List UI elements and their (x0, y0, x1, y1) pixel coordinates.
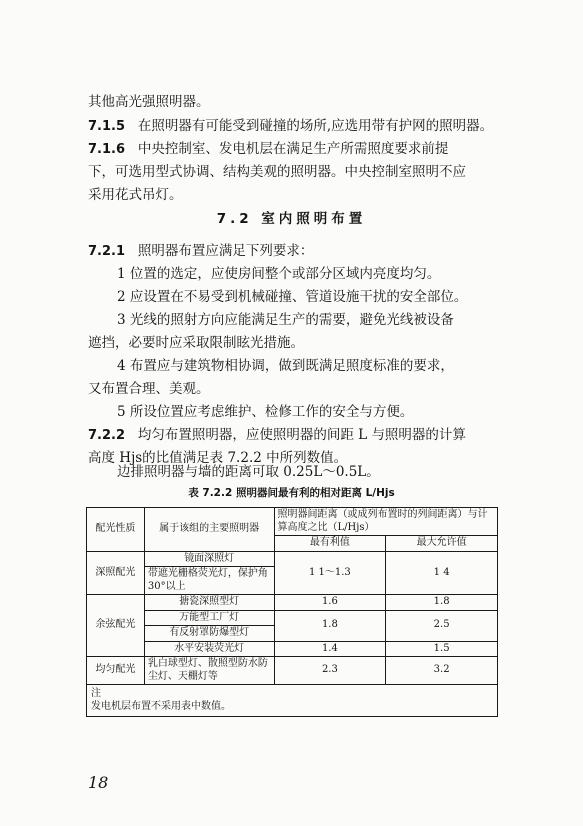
table-note (87, 685, 498, 717)
table-cell: 3.2 (386, 657, 498, 685)
table-cell: 1.8 (386, 595, 498, 611)
list-item: 5 所设位置应考虑维护、检修工作的安全与方便。 (117, 404, 414, 420)
table-cell: 1.8 (274, 610, 386, 641)
note-title: 注 (91, 688, 101, 699)
header-cell: 最有利值 (274, 536, 386, 552)
clause-7-1-5 (88, 116, 493, 137)
clause-text: 在照明器有可能受到碰撞的场所,应选用带有护网的照明器。 (137, 118, 494, 134)
table-cell: 2.5 (386, 610, 498, 641)
clause-text: 中央控制室、发电机层在满足生产所需照度要求前提 (137, 141, 449, 157)
list-item: 1 位置的选定，应使房间整个或部分区域内亮度均匀。 (117, 266, 441, 282)
text-line: 下，可选用型式协调、结构美观的照明器。中央控制室照明不应 (88, 164, 466, 180)
clause-number: 7.1.5 (88, 119, 126, 134)
clause-number: 7.2.2 (88, 428, 126, 443)
group-name: 均匀配光 (87, 657, 145, 685)
table-cell: 水平安装荧光灯 (144, 641, 274, 657)
table-cell: 有反射罩防爆型灯 (144, 626, 274, 642)
table-caption: 表 7.2.2 照明器间最有利的相对距离 L/Hjs (188, 487, 395, 499)
clause-7-2-1 (88, 241, 313, 262)
table-cell: 搪瓷深照型灯 (144, 595, 274, 611)
note-text: 发电机层布置不采用表中数值。 (91, 700, 231, 712)
table-cell: 1 1～1.3 (274, 551, 386, 595)
clause-text: 均匀布置照明器，应使照明器的间距 L 与照明器的计算 (137, 427, 466, 443)
list-item: 4 布置应与建筑物相协调，做到既满足照度标准的要求， (117, 358, 454, 374)
text-line: 又布置合理、美观。 (88, 381, 210, 397)
clause-number: 7.2.1 (88, 244, 126, 259)
table-cell: 带遮光栅格荧光灯，保护角 30°以上 (144, 567, 274, 595)
section-heading: 7.2 室内照明布置 (216, 211, 367, 227)
table-cell: 万能型工厂灯 (144, 610, 274, 626)
text-line: 采用花式吊灯。 (88, 187, 183, 203)
group-name: 深照配光 (87, 551, 145, 595)
clause-7-1-6 (88, 139, 448, 160)
table-cell: 1.4 (274, 641, 386, 657)
table-cell: 1 4 (386, 551, 498, 595)
header-cell: 最大允许值 (386, 536, 498, 552)
table-cell: 乳白球型灯、散照型防水防尘灯、天棚灯等 (144, 657, 274, 685)
text-line: 其他高光强照明器。 (88, 94, 210, 110)
list-item: 2 应设置在不易受到机械碰撞、管道设施干扰的安全部位。 (117, 289, 468, 305)
list-item: 3 光线的照射方向应能满足生产的需要，避免光线被设备 (117, 312, 454, 328)
table-cell: 1.5 (386, 641, 498, 657)
clause-number: 7.1.6 (88, 142, 126, 157)
text-line: 高度 Hjs的比值满足表 7.2.2 中所列数值。 (88, 450, 348, 466)
table-cell: 1.6 (274, 595, 386, 611)
spacing-ratio-table (86, 507, 498, 717)
header-cell: 配光性质 (87, 508, 145, 552)
header-cell: 照明器间距离（或成列布置时的列间距离）与计算高度之比（L/Hjs） (274, 508, 497, 536)
text-line: 遮挡，必要时应采取限制眩光措施。 (88, 335, 304, 351)
clause-text: 照明器布置应满足下列要求： (137, 243, 314, 259)
page-number: 18 (88, 773, 109, 792)
header-cell: 属于该组的主要照明器 (144, 508, 274, 552)
table-cell: 镜面深照灯 (144, 551, 274, 567)
group-name: 余弦配光 (87, 595, 145, 657)
table-cell: 2.3 (274, 657, 386, 685)
clause-7-2-2 (88, 425, 466, 446)
text-line: 边排照明器与墙的距离可取 0.25L～0.5L。 (117, 464, 380, 480)
